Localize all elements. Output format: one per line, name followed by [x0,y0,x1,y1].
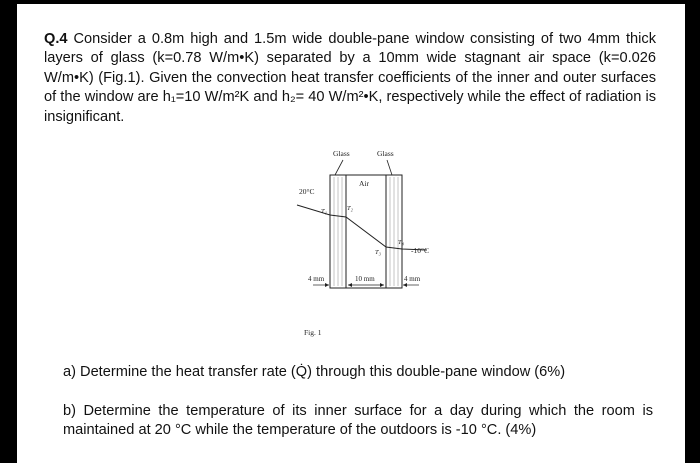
question-paragraph [44,30,656,127]
question-number: Q.4 [44,31,68,47]
label-inside-temperature: 20°C [299,187,315,196]
document-page [17,4,685,463]
label-dim-left: 4 mm [308,275,325,283]
double-pane-window-figure [257,142,457,342]
label-air: Air [359,179,369,188]
figure-caption: Fig. 1 [304,328,322,337]
label-T2: T₂ [347,205,353,212]
label-glass-right: Glass [377,149,394,158]
label-glass-left: Glass [333,149,350,158]
label-dim-right: 4 mm [404,275,421,283]
label-dim-middle: 10 mm [355,275,375,283]
label-outside-temperature: -10°C [411,246,429,255]
question-text: Consider a 0.8m high and 1.5m wide double-pane window consisting of two 4mm thick layers of glass (k=0.78 W/m•K) separated by a 10mm wide stagnant air space (k=0.026 W/m•K) (Fig.1). Given the convection heat transfer coefficients of the inner and outer surfaces of the window are h₁=10 W/m²K and h₂= 40 W/m²•K, respectively while the effect of radiation is insignificant. [44,31,656,125]
label-T3: T₃ [375,249,381,256]
label-T1: T₁ [321,208,327,215]
part-a-question: a) Determine the heat transfer rate (Q̇) through this double-pane window (6%) [63,364,566,380]
temperature-profile [297,205,427,250]
part-b-question: b) Determine the temperature of its inner surface for a day during which the room is maintained at 20 °C while the temperature of the outdoors is -10 °C. (4%) [63,403,653,439]
label-T4: T₄ [398,239,404,246]
